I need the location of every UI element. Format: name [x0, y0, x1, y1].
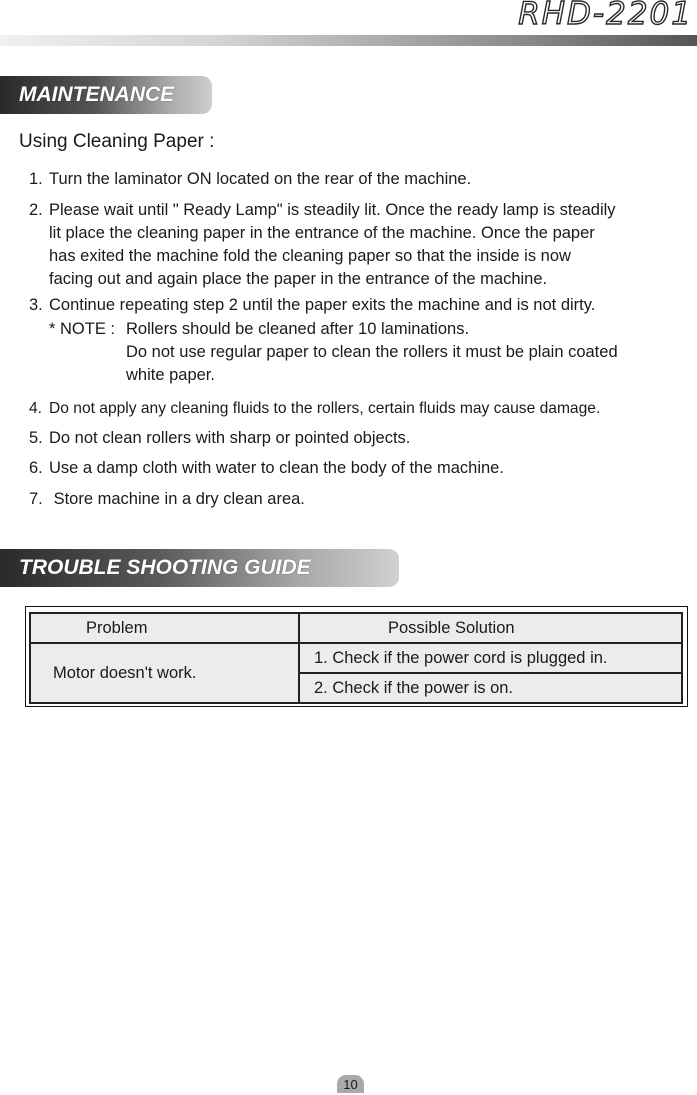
table-header-row [30, 613, 682, 643]
step-text-line: has exited the machine fold the cleaning paper so that the inside is now [49, 247, 571, 265]
header-solution: Possible Solution [299, 613, 682, 643]
step-4 [29, 397, 600, 420]
step-text-line: Please wait until " Ready Lamp" is steadily lit. Once the ready lamp is steadily [49, 201, 616, 219]
step-text: Turn the laminator ON located on the rear of the machine. [49, 170, 472, 188]
step-text: Do not clean rollers with sharp or pointed objects. [49, 429, 411, 447]
note-line: white paper. [126, 366, 215, 384]
page-number: 10 [337, 1075, 364, 1093]
step-number: 4. [29, 400, 43, 417]
step-number: 1. [29, 170, 43, 188]
note-label: * NOTE : [49, 320, 116, 338]
note-line: Rollers should be cleaned after 10 laminations. [126, 320, 470, 338]
note-line: Do not use regular paper to clean the rollers it must be plain coated [126, 343, 618, 361]
step-number: 2. [29, 201, 43, 219]
step-6 [29, 457, 504, 480]
solution-cell: 2. Check if the power is on. [299, 673, 682, 703]
step-text-line: facing out and again place the paper in the entrance of the machine. [49, 270, 548, 288]
step-text-line: lit place the cleaning paper in the entrance of the machine. Once the paper [49, 224, 595, 242]
cleaning-intro: Using Cleaning Paper : [19, 131, 215, 152]
step-text: Store machine in a dry clean area. [49, 490, 305, 508]
step-text: Do not apply any cleaning fluids to the rollers, certain fluids may cause damage. [49, 400, 601, 417]
trouble-shooting-heading: TROUBLE SHOOTING GUIDE [0, 549, 399, 587]
step-number: 5. [29, 429, 43, 447]
solution-cell: 1. Check if the power cord is plugged in. [299, 643, 682, 673]
note-text [126, 318, 618, 387]
table-row [30, 643, 682, 673]
model-title: RHD-2201 [518, 0, 693, 32]
header-problem: Problem [30, 613, 299, 643]
header-bar [0, 35, 697, 46]
step-number: 3. [29, 296, 43, 314]
step-1 [29, 168, 471, 191]
problem-cell: Motor doesn't work. [30, 643, 299, 703]
step-5 [29, 427, 410, 450]
step-number: 6. [29, 459, 43, 477]
step-text: Continue repeating step 2 until the paper exits the machine and is not dirty. [49, 296, 596, 314]
step-number: 7. [29, 490, 43, 508]
step-7 [29, 488, 305, 511]
step-3 [29, 294, 595, 317]
step-2 [29, 199, 616, 291]
step-text: Use a damp cloth with water to clean the body of the machine. [49, 459, 504, 477]
trouble-table [29, 612, 683, 704]
maintenance-heading: MAINTENANCE [0, 76, 212, 114]
